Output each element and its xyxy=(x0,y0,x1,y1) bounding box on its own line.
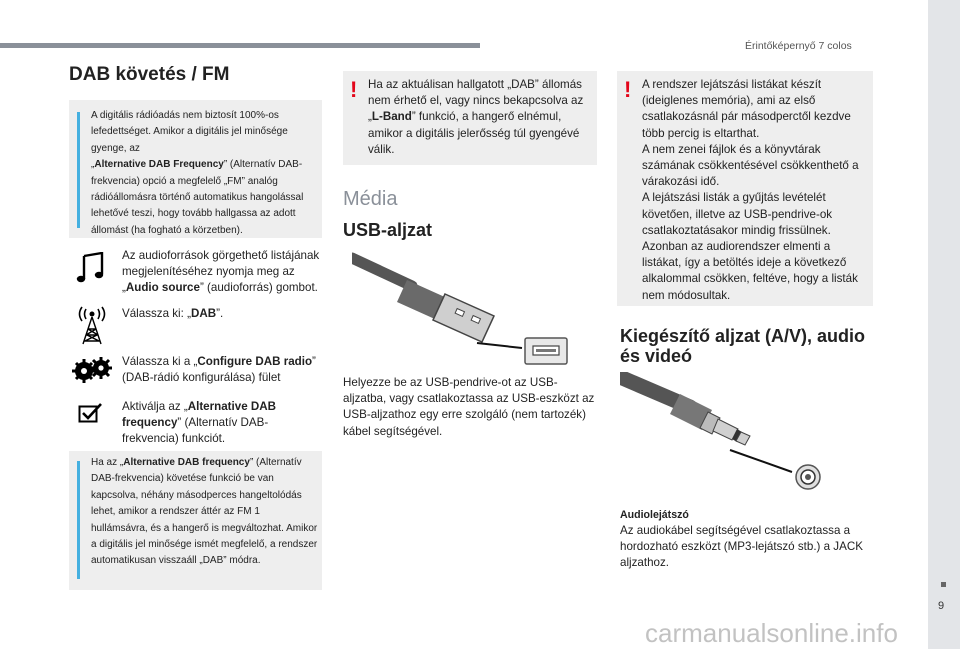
playlist-warning-text: A rendszer lejátszási listákat készít (ideiglenes memória), ami az első csatlakozásnál pár másodperctől kezdve több percig is eltarthat. A nem zenei fájlok és a könyvtárak számának csökkentésével csökkenthető a várakozási idő. A lejátszási listák a gyűjtás levételét követően, illetve az USB-pendrive-ok csatlakoztatásakor mindig frissülnek. Azonban az audiorendszer elmenti a listákat, így a betöltés ideje a következő alkalommal csökken, feltéve, hogy a listák nem módosultak. xyxy=(642,78,859,302)
playlist-warning-note xyxy=(617,71,873,306)
step-dab: Válassza ki: „DAB”. xyxy=(122,307,224,320)
gears-icon xyxy=(72,356,112,386)
page-side-strip xyxy=(928,0,960,649)
info-bar xyxy=(77,112,80,228)
step-configure-dab: Válassza ki a „Configure DAB radio” (DAB-rádió konfigurálása) fület xyxy=(122,355,316,385)
page-number: 9 xyxy=(938,600,945,612)
lband-warning-text: Ha az aktuálisan hallgatott „DAB” állomás nem érhető el, vagy nincs bekapcsolva az „L-Band” funkció, a hangerő elnémul, amikor a digitális jelerősség túl gyengévé válik. xyxy=(368,78,584,156)
section-header: Érintőképernyő 7 colos xyxy=(745,40,852,52)
media-title: Média xyxy=(343,188,398,210)
top-rule xyxy=(0,43,480,48)
dab-delay-note xyxy=(69,451,322,590)
aux-title: Kiegészítő aljzat (A/V), audio és videó xyxy=(620,326,866,366)
step-audio-source: Az audioforrások görgethető listájának megjelenítéséhez nyomja meg az „Audio source” (audioforrás) gombot. xyxy=(122,249,320,295)
audio-player-text: Az audiokábel segítségével csatlakoztassa a hordozható eszközt (MP3-lejátszó stb.) a JACK aljzathoz. xyxy=(620,524,863,570)
dab-info-text: A digitális rádióadás nem biztosít 100%-os lefedettséget. Amikor a digitális jel minősége gyenge, az „Alternative DAB Frequency” (Alternatív DAB-frekvencia) opció a megfelelő „FM” analóg rádióállomásra történő automatikus hangolással lehetővé teszi, hogy tovább hallgassa az adott állomást (ha fogható a körzetben). xyxy=(91,110,304,236)
usb-title: USB-aljzat xyxy=(343,220,433,240)
lband-warning-note xyxy=(343,71,597,165)
dab-section-title: DAB követés / FM xyxy=(69,64,230,85)
page-continue-mark xyxy=(941,582,946,587)
audio-player-label: Audiolejátszó xyxy=(620,509,689,521)
jack-plug-illustration xyxy=(620,372,825,492)
step-alternative-dab: Aktiválja az „Alternative DAB frequency” (Alternatív DAB-frekvencia) funkciót. xyxy=(122,400,276,446)
info-bar xyxy=(77,461,80,579)
usb-instructions: Helyezze be az USB-pendrive-ot az USB-aljzatba, vagy csatlakoztassa az USB-eszközt az USB-aljzathoz egy erre szolgáló (nem tartozék) kábel segítségével. xyxy=(343,376,595,438)
music-note-icon xyxy=(76,252,106,284)
warning-mark-icon: ! xyxy=(350,77,358,102)
dab-delay-text: Ha az „Alternative DAB frequency” (Alternatív DAB-frekvencia) követése funkció be van kapcsolva, néhány másodperces hangeltolódás lehet, amikor a rendszer áttér az FM 1 hullámsávra, és a hangerő is megváltozhat. Amikor a digitális jel minősége ismét megfelelő, a rendszer automatikusan visszaáll „DAB” módra. xyxy=(91,457,318,567)
warning-mark-icon: ! xyxy=(624,77,632,102)
dab-info-note xyxy=(69,100,322,238)
checkbox-icon xyxy=(78,402,104,424)
usb-plug-illustration xyxy=(352,250,572,370)
radio-antenna-icon xyxy=(75,306,109,346)
watermark: carmanualsonline.info xyxy=(645,618,898,648)
